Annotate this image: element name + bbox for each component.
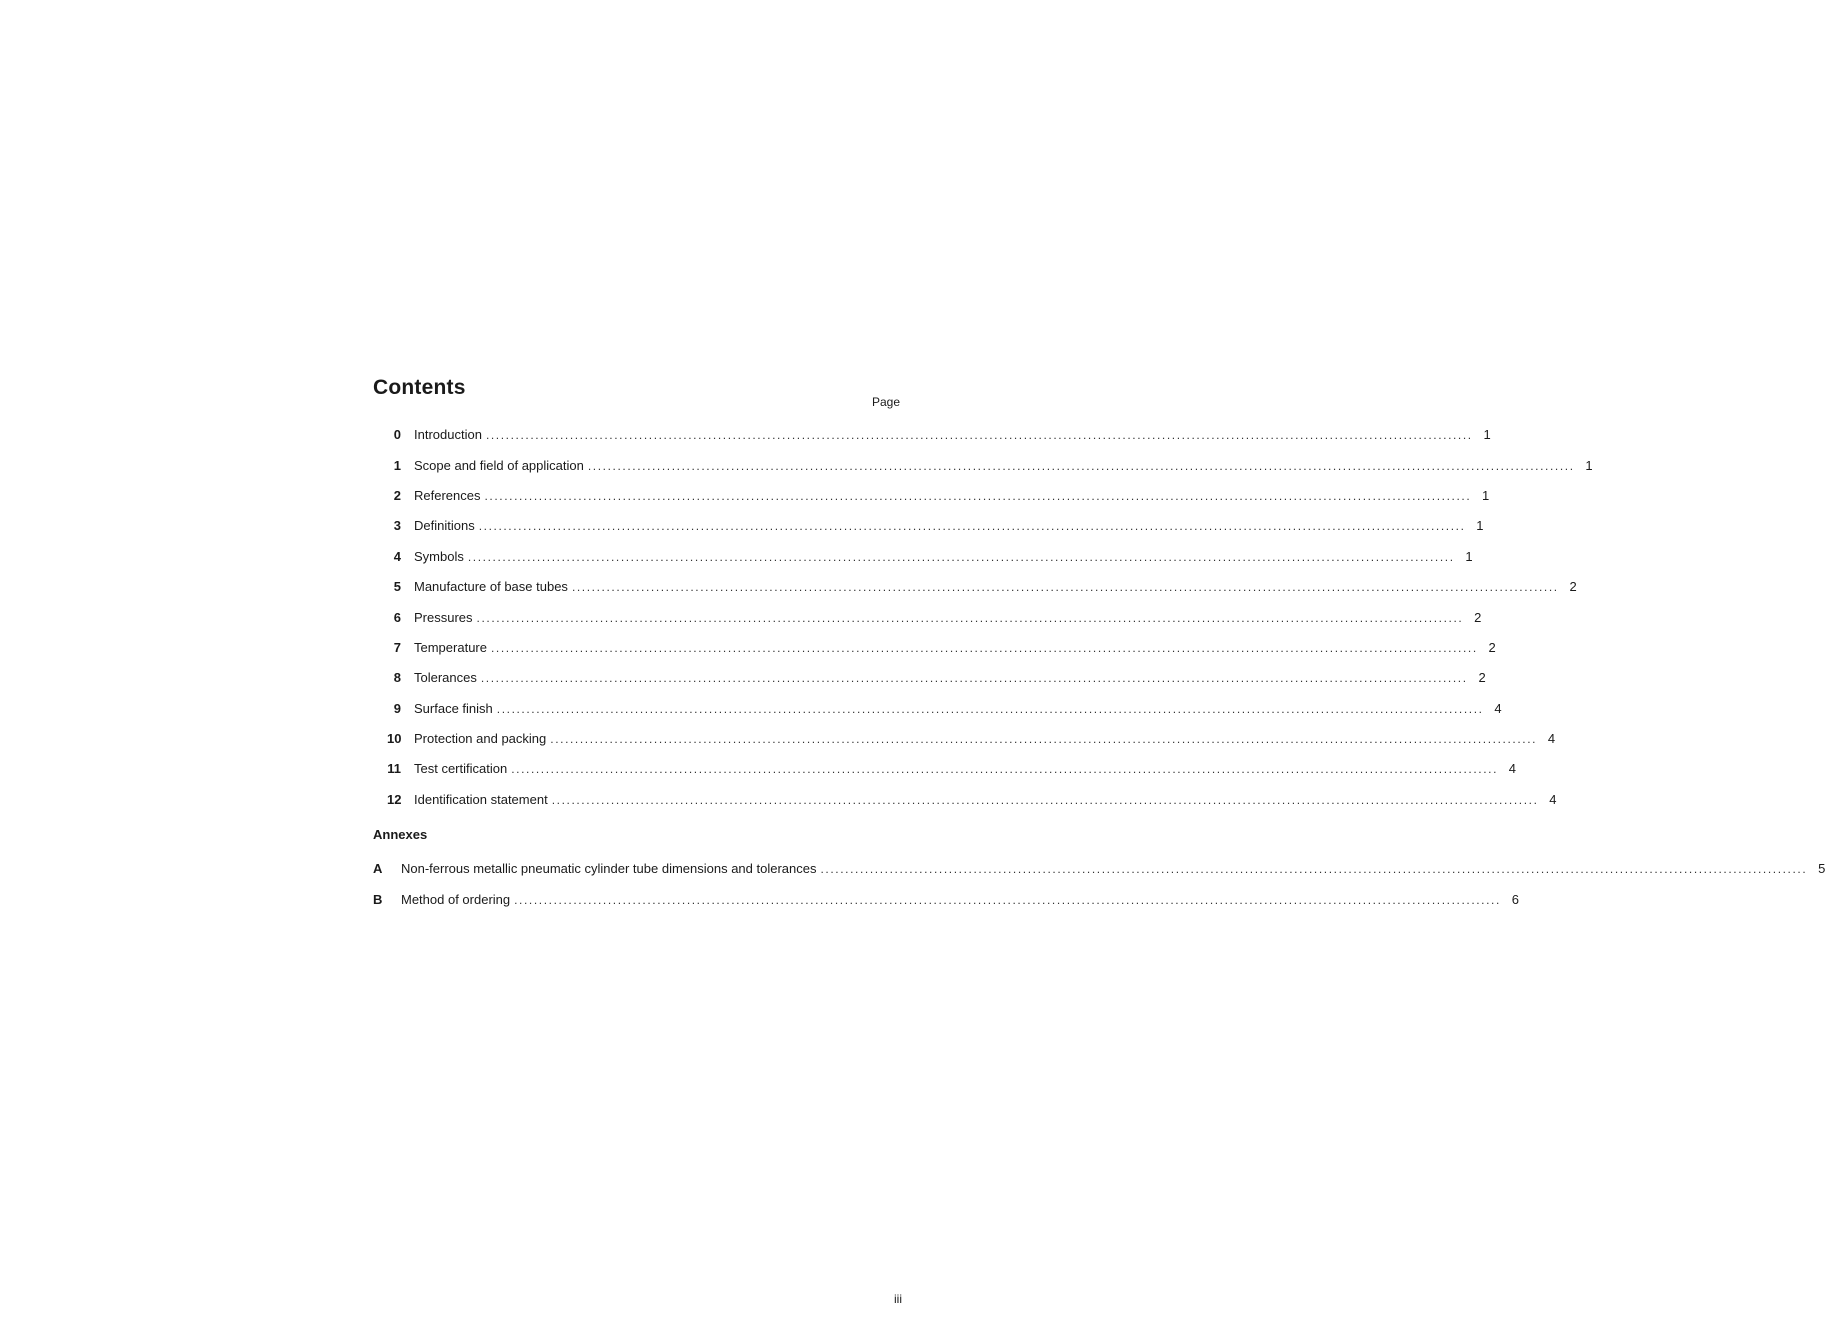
- toc-entry[interactable]: [373, 542, 1473, 572]
- toc-entry-label: References: [414, 487, 481, 503]
- toc-entry-page: 4: [1549, 791, 1557, 807]
- toc-entry-label: Identification statement: [414, 791, 548, 807]
- dot-leader: ........................................................................................................................................................................................................: [514, 892, 1501, 907]
- toc-entry-page: 1: [1483, 427, 1491, 443]
- toc-entry-label: Definitions: [414, 518, 475, 534]
- dot-leader: ........................................................................................................................................................................................................: [587, 458, 1575, 473]
- dot-leader: ........................................................................................................................................................................................................: [480, 671, 1468, 686]
- dot-leader: ........................................................................................................................................................................................................: [467, 549, 1455, 564]
- annex-entry[interactable]: [373, 884, 1519, 914]
- toc-entry[interactable]: [373, 602, 1482, 632]
- toc-entry-number: 7: [393, 639, 401, 655]
- toc-entry-page: 1: [1482, 487, 1490, 503]
- toc-entry[interactable]: [373, 633, 1496, 663]
- dot-leader: ........................................................................................................................................................................................................: [820, 862, 1808, 877]
- toc-entry[interactable]: [373, 785, 1557, 815]
- annex-label: Non-ferrous metallic pneumatic cylinder tube dimensions and tolerances: [401, 861, 817, 877]
- toc-entry-number: 12: [387, 791, 402, 807]
- toc-entry-number: 10: [387, 731, 402, 747]
- dot-leader: ........................................................................................................................................................................................................: [490, 640, 1478, 655]
- dot-leader: ........................................................................................................................................................................................................: [478, 519, 1466, 534]
- dot-leader: ........................................................................................................................................................................................................: [551, 792, 1539, 807]
- annex-letter: B: [373, 891, 383, 907]
- toc-entry-page: 1: [1585, 457, 1593, 473]
- toc-entry-page: 2: [1478, 670, 1486, 686]
- toc-entry-page: 4: [1494, 700, 1502, 716]
- toc-entry-label: Introduction: [414, 427, 482, 443]
- toc-entry-number: 6: [393, 609, 401, 625]
- toc-entry-number: 2: [393, 487, 401, 503]
- toc-entry-label: Symbols: [414, 548, 464, 564]
- toc-entry[interactable]: [373, 663, 1486, 693]
- annexes-list: [373, 854, 1825, 915]
- dot-leader: ........................................................................................................................................................................................................: [485, 428, 1473, 443]
- toc-entry-label: Temperature: [414, 639, 487, 655]
- toc-entry[interactable]: [373, 724, 1556, 754]
- page-column-label: Page: [871, 395, 900, 409]
- dot-leader: ........................................................................................................................................................................................................: [484, 488, 1472, 503]
- toc-entry-number: 11: [387, 761, 401, 777]
- annex-letter: A: [373, 861, 383, 877]
- toc-entry-page: 1: [1476, 518, 1484, 534]
- toc-entry-page: 2: [1488, 639, 1496, 655]
- toc-entry[interactable]: [373, 511, 1484, 541]
- toc-entry[interactable]: [373, 420, 1491, 450]
- toc-entry-page: 4: [1547, 731, 1556, 747]
- toc-entry-label: Scope and field of application: [414, 457, 584, 473]
- annex-entry[interactable]: [373, 854, 1825, 884]
- contents-title: Contents: [373, 376, 466, 399]
- toc-entry-page: 2: [1569, 579, 1577, 595]
- toc-entry-label: Protection and packing: [414, 731, 547, 747]
- toc-entry-label: Manufacture of base tubes: [414, 579, 568, 595]
- toc-entry[interactable]: [373, 694, 1502, 724]
- annexes-heading: Annexes: [373, 827, 428, 842]
- toc-entry-label: Tolerances: [414, 670, 477, 686]
- toc-entry[interactable]: [373, 754, 1516, 784]
- toc-entry[interactable]: [373, 572, 1577, 602]
- annex-page: 6: [1511, 891, 1519, 907]
- toc-entry-number: 5: [393, 579, 401, 595]
- toc-entry-number: 3: [393, 518, 401, 534]
- page-number: iii: [894, 1292, 902, 1306]
- toc-entry-number: 8: [393, 670, 401, 686]
- toc-entry-number: 1: [393, 457, 401, 473]
- dot-leader: ........................................................................................................................................................................................................: [571, 580, 1559, 595]
- toc-entry-page: 2: [1474, 609, 1482, 625]
- toc-entry[interactable]: [373, 450, 1593, 480]
- toc-entry-label: Pressures: [414, 609, 473, 625]
- toc-entry-number: 4: [393, 548, 401, 564]
- dot-leader: ........................................................................................................................................................................................................: [550, 732, 1538, 747]
- dot-leader: ........................................................................................................................................................................................................: [496, 701, 1484, 716]
- table-of-contents: [373, 372, 1825, 907]
- toc-entry-label: Test certification: [414, 761, 508, 777]
- toc-entry-label: Surface finish: [414, 700, 493, 716]
- toc-entry-number: 0: [393, 427, 401, 443]
- dot-leader: ........................................................................................................................................................................................................: [476, 610, 1464, 625]
- annex-label: Method of ordering: [401, 891, 511, 907]
- toc-entry[interactable]: [373, 481, 1490, 511]
- toc-entry-page: 4: [1508, 761, 1516, 777]
- annex-page: 5: [1818, 861, 1825, 877]
- toc-entry-number: 9: [393, 700, 401, 716]
- dot-leader: ........................................................................................................................................................................................................: [511, 762, 1498, 777]
- contents-list: [373, 420, 1593, 815]
- toc-entry-page: 1: [1465, 548, 1473, 564]
